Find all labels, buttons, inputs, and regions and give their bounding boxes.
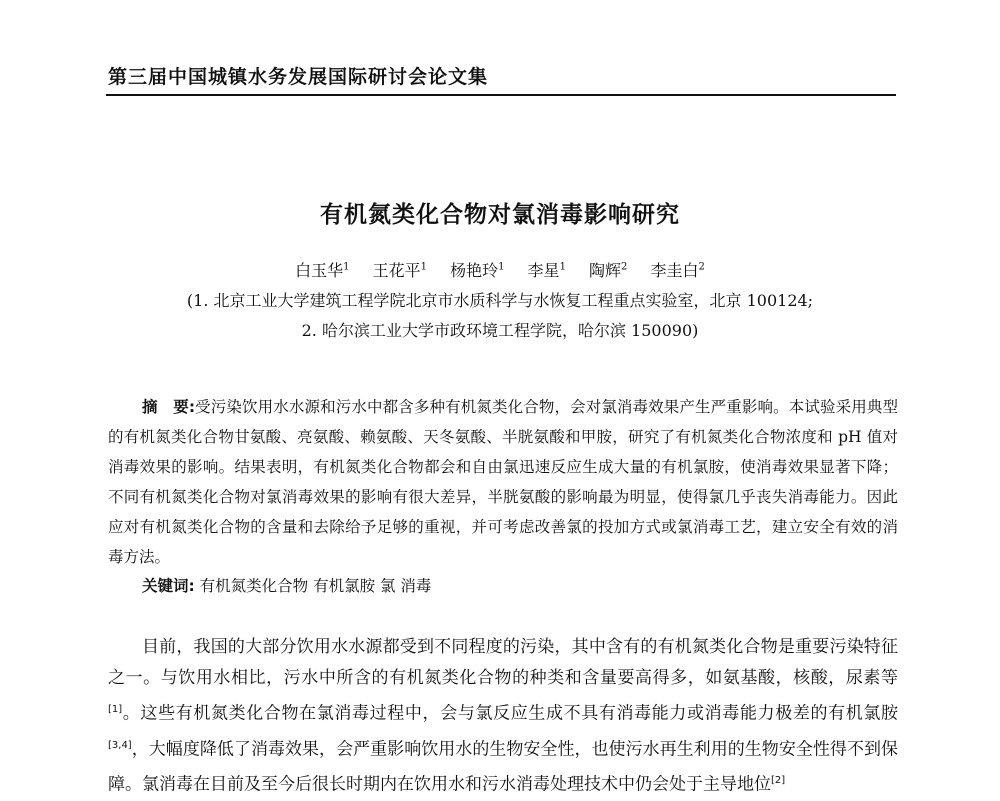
paper-title: 有机氮类化合物对氯消毒影响研究 — [320, 202, 680, 228]
author: 陶辉$^2$ — [589, 261, 628, 280]
affiliation-2: 2. 哈尔滨工业大学市政环境工程学院，哈尔滨 150090) — [301, 321, 699, 340]
running-header: 第三届中国城镇水务发展国际研讨会论文集 — [108, 66, 489, 88]
abstract-label: 摘 要: — [142, 398, 196, 416]
body-text — [108, 632, 898, 801]
citation: [3,4] — [108, 739, 132, 751]
author-list — [0, 258, 1000, 281]
affiliation-1: (1. 北京工业大学建筑工程学院北京市水质科学与水恢复工程重点实验室，北京 100124; — [186, 291, 814, 310]
citation: [2] — [771, 775, 786, 787]
keywords-text: 有机氮类化合物 有机氯胺 氯 消毒 — [199, 577, 432, 595]
author: 杨艳玲$^1$ — [450, 261, 505, 280]
keywords-label: 关键词: — [142, 577, 195, 595]
author: 李星$^1$ — [527, 261, 566, 280]
keywords — [142, 574, 431, 596]
abstract — [108, 392, 898, 572]
author: 王花平$^1$ — [372, 261, 427, 280]
author: 李圭白$^2$ — [650, 261, 705, 280]
abstract-text: 受污染饮用水水源和污水中都含多种有机氮类化合物，会对氯消毒效果产生严重影响。本试验采用典型的有机氮类化合物甘氨酸、亮氨酸、赖氨酸、天冬氨酸、半胱氨酸和甲胺，研究了有机氮类化合物浓度和 pH 值对消毒效果的影响。结果表明，有机氮类化合物都会和自由氯迅速反应生成大量的有机氯胺，使消毒效果显著下降；不同有机氮类化合物对氯消毒效果的影响有很大差异，半胱氨酸的影响最为明显，使得氯几乎丧失消毒能力。因此应对有机氮类化合物的含量和去除给予足够的重视，并可考虑改善氯的投加方式或氯消毒工艺，建立安全有效的消毒方法。 — [108, 398, 898, 566]
header-rule — [106, 94, 896, 96]
body-paragraph: 目前，我国的大部分饮用水水源都受到不同程度的污染，其中含有的有机氮类化合物是重要污染特征之一。与饮用水相比，污水中所含的有机氮类化合物的种类和含量要高得多，如氨基酸，核酸，尿素等[1]。这些有机氮类化合物在氯消毒过程中，会与氯反应生成不具有消毒能力或消毒能力极差的有机氯胺[3,4]，大幅度降低了消毒效果，会严重影响饮用水的生物安全性，也使污水再生利用的生物安全性得不到保障。氯消毒在目前及至今后很长时期内在饮用水和污水消毒处理技术中仍会处于主导地位[2] — [108, 637, 898, 795]
author: 白玉华$^1$ — [295, 261, 350, 280]
citation: [1] — [108, 704, 123, 715]
